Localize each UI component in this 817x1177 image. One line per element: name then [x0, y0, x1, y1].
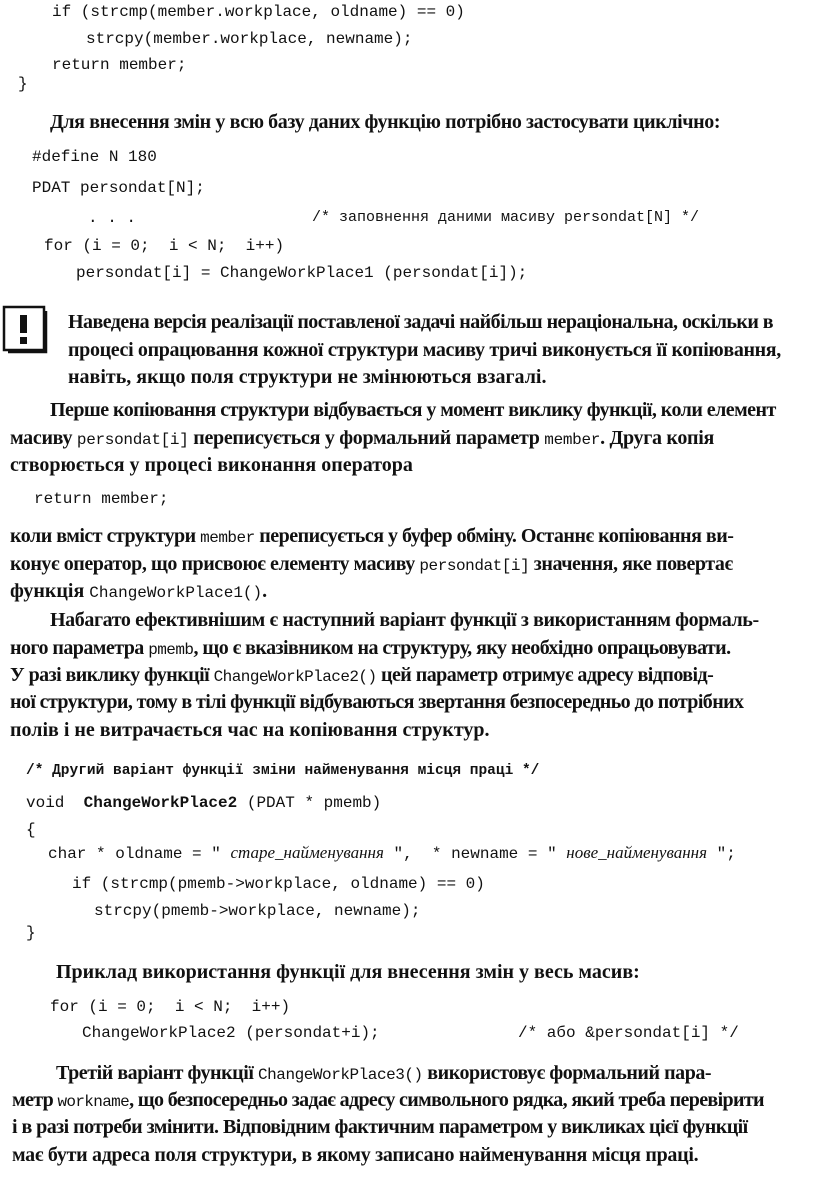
code-line: for (i = 0; i < N; i++) — [50, 998, 291, 1016]
paragraph-line: Перше копіювання структури відбувається у момент виклику функції, коли елемент — [50, 399, 776, 421]
paragraph-line: Третій варіант функції ChangeWorkPlace3() використовує формальний пара- — [56, 1062, 712, 1084]
paragraph: Для внесення змін у всю базу даних функцію потрібно застосувати циклічно: — [50, 111, 721, 133]
note-line: Наведена версія реалізації поставленої задачі найбільш нераціональна, оскільки в — [68, 311, 774, 333]
code-line: strcpy(member.workplace, newname); — [86, 30, 413, 48]
code-ellipsis: . . . — [88, 209, 137, 227]
paragraph-line: У разі виклику функції ChangeWorkPlace2() цей параметр отримує адресу відповід- — [10, 664, 714, 686]
paragraph-line: має бути адреса поля структури, в якому записано найменування місця праці. — [12, 1144, 699, 1166]
code-comment: /* заповнення даними масиву persondat[N] */ — [312, 209, 700, 226]
code-line: } — [26, 924, 36, 942]
note-line: навіть, якщо поля структури не змінюються взагалі. — [68, 366, 547, 388]
code-line: for (i = 0; i < N; i++) — [44, 237, 285, 255]
code-line: { — [26, 821, 36, 839]
paragraph-line: створюється у процесі виконання оператора — [10, 454, 413, 476]
paragraph-line: і в разі потреби змінити. Відповідним фактичним параметром у викликах цієї функції — [12, 1116, 748, 1138]
paragraph-line: Набагато ефективнішим є наступний варіант функції з використанням формаль- — [50, 609, 759, 631]
code-line: void ChangeWorkPlace2 (PDAT * pmemb) — [26, 794, 382, 812]
paragraph-line: конує оператор, що присвоює елементу масиву persondat[i] значення, яке повертає — [10, 553, 733, 575]
code-line: PDAT persondat[N]; — [32, 179, 205, 197]
code-line: char * oldname = " старе_найменування ", * newname = " нове_найменування "; — [48, 843, 736, 863]
code-line: if (strcmp(member.workplace, oldname) == 0) — [52, 3, 465, 21]
paragraph-line: коли вміст структури member переписується у буфер обміну. Останнє копіювання ви- — [10, 525, 734, 547]
paragraph-line: метр workname, що безпосередньо задає адресу символьного рядка, який треба перевірити — [12, 1089, 764, 1111]
code-line: return member; — [34, 490, 169, 508]
code-line: strcpy(pmemb->workplace, newname); — [94, 902, 421, 920]
code-line: return member; — [52, 56, 187, 74]
paragraph-line: полів і не витрачається час на копіювання структур. — [10, 719, 490, 741]
paragraph-line: масиву persondat[i] переписується у формальний параметр member. Друга копія — [10, 427, 715, 449]
code-line: if (strcmp(pmemb->workplace, oldname) == 0) — [72, 875, 485, 893]
code-line: } — [18, 75, 28, 93]
code-line: persondat[i] = ChangeWorkPlace1 (persondat[i]); — [76, 264, 528, 282]
code-line: #define N 180 — [32, 148, 157, 166]
note-line: процесі опрацювання кожної структури масиву тричі виконується її копіювання, — [68, 339, 781, 361]
code-comment: /* Другий варіант функції зміни найменування місця праці */ — [26, 763, 540, 779]
paragraph: Приклад використання функції для внесення змін у весь масив: — [56, 961, 640, 983]
code-line: ChangeWorkPlace2 (persondat+i); — [82, 1024, 380, 1042]
paragraph-line: ної структури, тому в тілі функції відбуваються звертання безпосередньо до потрібних — [10, 691, 744, 713]
paragraph-line: ного параметра pmemb, що є вказівником на структуру, яку необхідно опрацьовувати. — [10, 637, 731, 659]
code-comment: /* або &persondat[i] */ — [518, 1024, 739, 1042]
paragraph-line: функція ChangeWorkPlace1(). — [10, 580, 268, 602]
exclamation-note-icon — [2, 305, 50, 357]
